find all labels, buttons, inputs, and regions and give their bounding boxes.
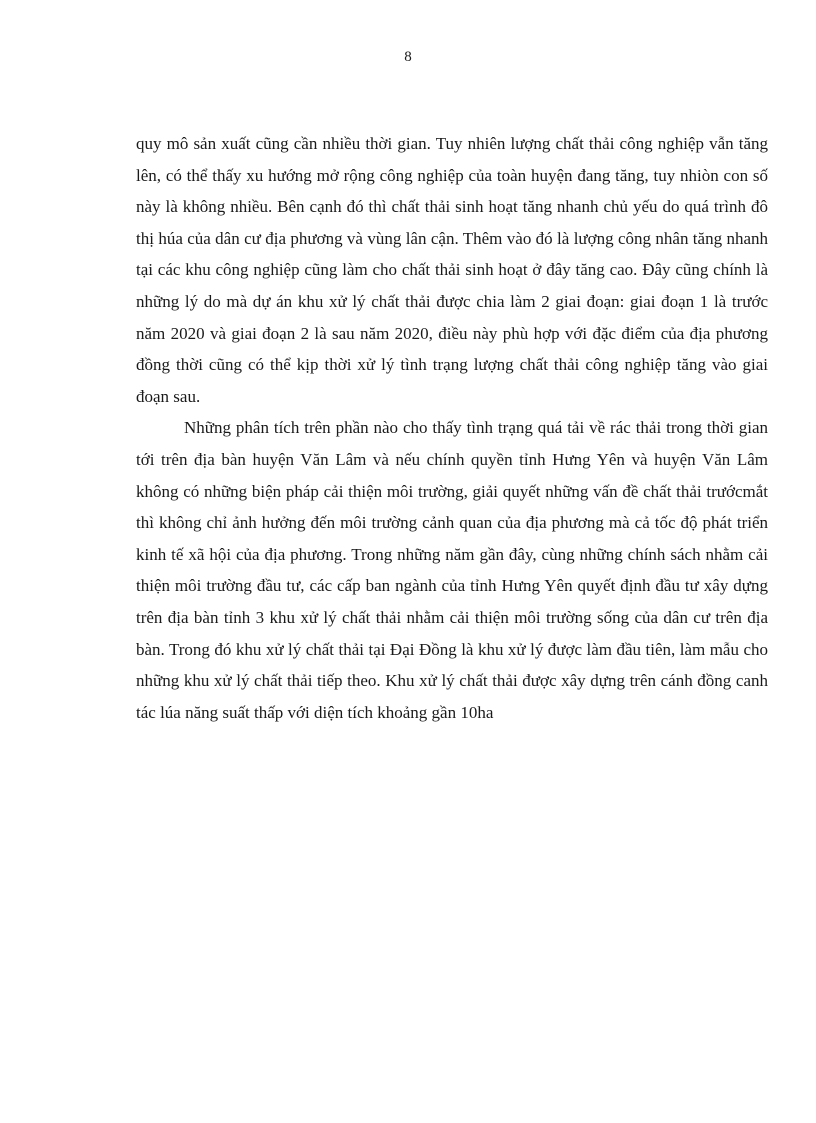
paragraph-continued: quy mô sản xuất cũng cần nhiều thời gian. Tuy nhiên lượng chất thải công nghiệp vẫn tăng lên, có thể thấy xu hướng mở rộng công nghiệp của toàn huyện đang tăng, tuy nhiòn con số này là không nhiều. Bên cạnh đó thì chất thải sinh hoạt tăng nhanh chủ yếu do quá trình đô thị húa của dân cư địa phương và vùng lân cận. Thêm vào đó là lượng công nhân tăng nhanh tại các khu công nghiệp cũng làm cho chất thải sinh hoạt ở đây tăng cao. Đây cũng chính là những lý do mà dự án khu xử lý chất thải được chia làm 2 giai đoạn: giai đoạn 1 là trước năm 2020 và giai đoạn 2 là sau năm 2020, điều này phù hợp với đặc điểm của địa phương đồng thời cũng có thể kịp thời xử lý tình trạng lượng chất thải công nghiệp tăng vào giai đoạn sau.	[136, 134, 768, 406]
page-number: 8	[404, 49, 412, 65]
paragraph-analysis: Những phân tích trên phần nào cho thấy tình trạng quá tải về rác thải trong thời gian tới trên địa bàn huyện Văn Lâm và nếu chính quyền tỉnh Hưng Yên và huyện Văn Lâm không có những biện pháp cải thiện môi trường, giải quyết những vấn đề chất thải trướcmắt thì không chỉ ảnh hưởng đến môi trường cảnh quan của địa phương mà cả tốc độ phát triển kinh tế xã hội của địa phương. Trong những năm gần đây, cùng những chính sách nhằm cải thiện môi trường đầu tư, các cấp ban ngành của tỉnh Hưng Yên quyết định đầu tư xây dựng trên địa bàn tỉnh 3 khu xử lý chất thải nhằm cải thiện môi trường sống của dân cư trên địa bàn. Trong đó khu xử lý chất thải tại Đại Đồng là khu xử lý được làm đầu tiên, làm mẫu cho những khu xử lý chất thải tiếp theo. Khu xử lý chất thải được xây dựng trên cánh đồng canh tác lúa năng suất thấp với diện tích khoảng gần 10ha	[136, 418, 768, 722]
document-body	[136, 128, 768, 728]
